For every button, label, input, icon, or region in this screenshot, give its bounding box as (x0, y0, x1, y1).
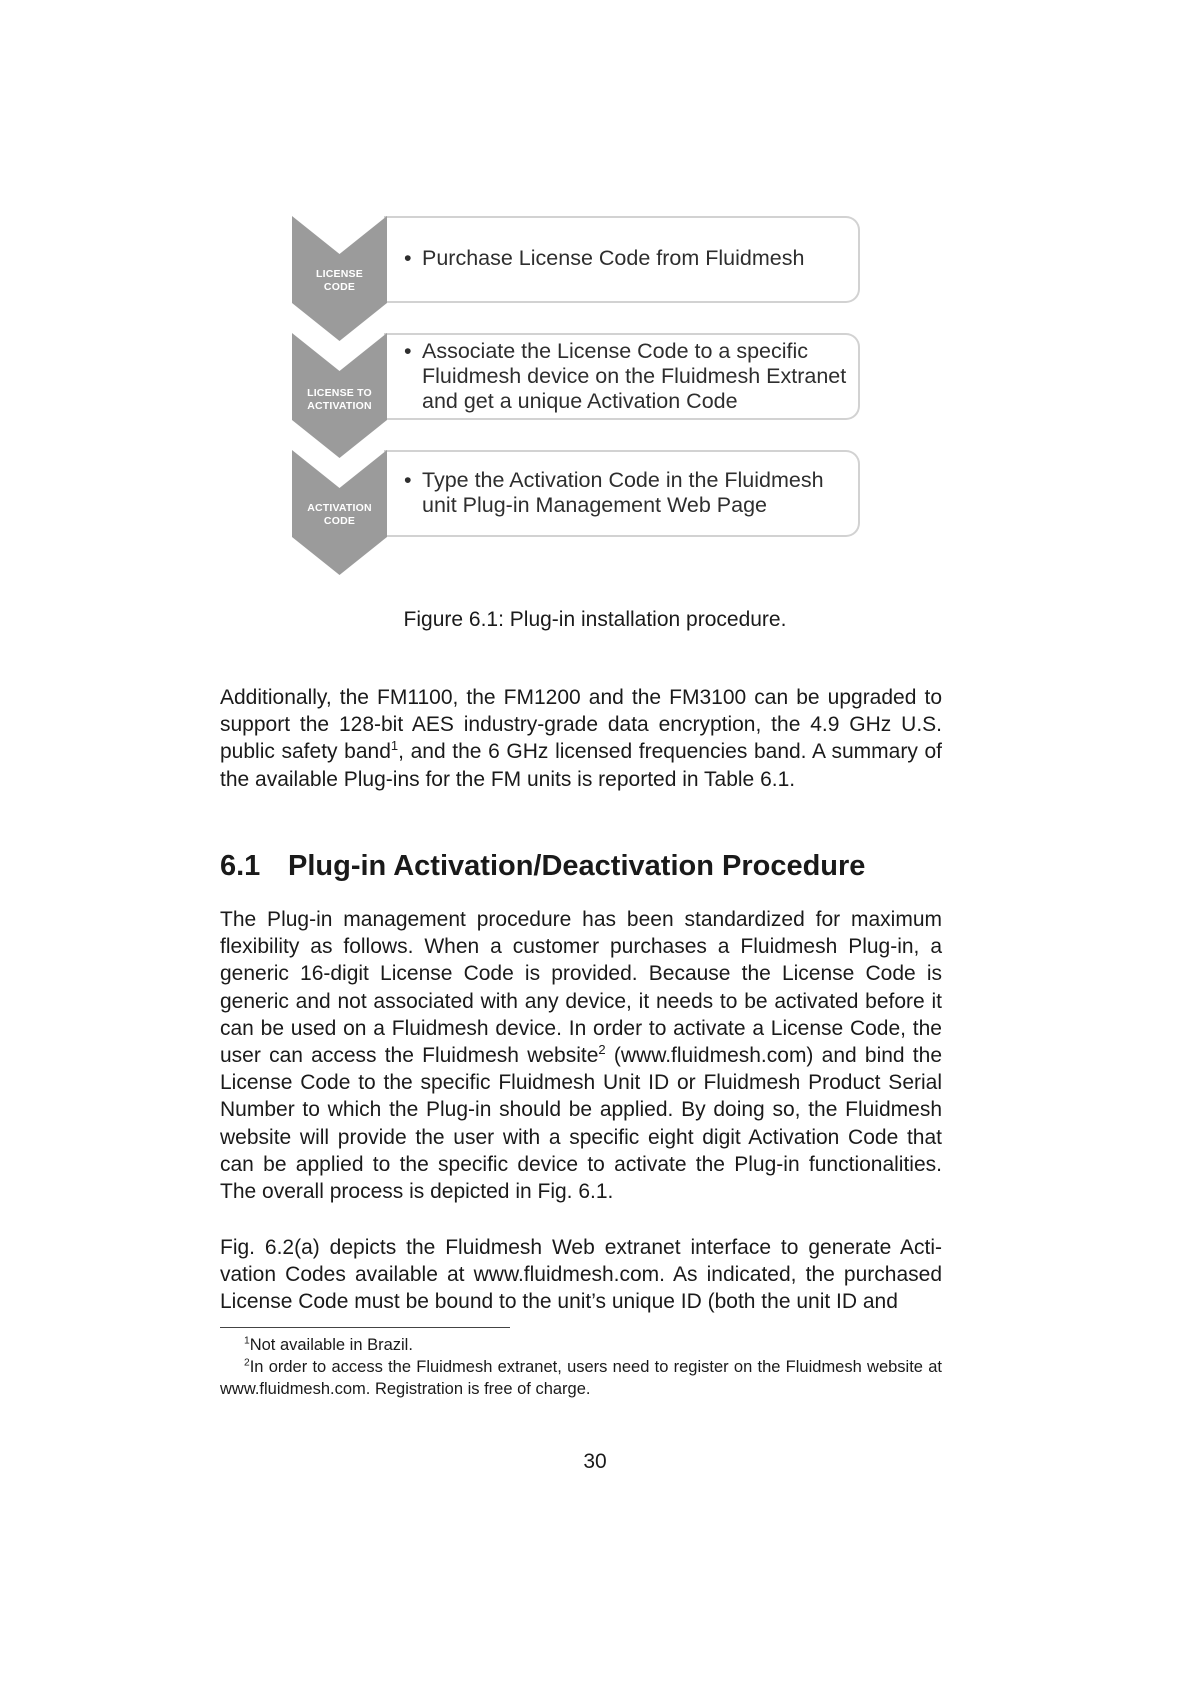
intro-text-2: , and the 6 GHz licensed frequencies band. A summary of the available Plug-ins for the FM units is reported in Table 6.1. (220, 740, 942, 791)
footnote-1-text: Not available in Brazil. (249, 1336, 413, 1354)
step-2-line-3: and get a unique Activation Code (422, 389, 738, 413)
section-heading (220, 850, 865, 883)
step-text-3 (404, 468, 824, 518)
footnotes (220, 1334, 942, 1400)
chevron-label-2b: ACTIVATION (307, 400, 372, 412)
step-2-line-1: Associate the License Code to a specific (422, 339, 809, 363)
bullet-icon: • (404, 339, 412, 363)
chevron-label-3b: CODE (323, 515, 356, 527)
step-text-1 (404, 246, 804, 271)
step-3-line-1: Type the Activation Code in the Fluidmesh (422, 468, 824, 492)
step-box-2 (384, 333, 860, 420)
intro-text-1: Additionally, the FM1100, the FM1200 and the FM3100 can be upgraded to support the 128-bit AES industry-grade data encryption, the 4.9 GHz U.S. public safety band (220, 686, 942, 764)
step-2-line-2: Fluidmesh device on the Fluidmesh Extranet (422, 364, 847, 388)
bullet-icon: • (404, 468, 412, 492)
body1-text-1: The Plug-in management procedure has been standardized for maximum flexibility as follows. When a customer purchases a Fluidmesh Plug-in, a generic 16-digit License Code is provided. Because the License Code is generic and not associated with any device, it needs to be activated before it can be used on a Fluidmesh device. In order to activate a License Code, the user can access the Fluidmesh website (220, 908, 942, 1068)
chevron-license-code (292, 216, 387, 341)
chevron-label-3a: ACTIVATION (307, 502, 372, 514)
body-paragraph-2: Fig. 6.2(a) depicts the Fluidmesh Web extranet interface to generate Activation Codes available at www.fluidmesh.com. As indicated, the purchased License Code must be bound to the unit’s unique ID (both the unit ID and (220, 1236, 942, 1314)
footnote-mark-1: 1 (390, 738, 399, 754)
chevron-label-1a: LICENSE (316, 268, 363, 280)
step-3-line-2: unit Plug-in Management Web Page (422, 493, 768, 517)
intro-paragraph (220, 684, 942, 793)
footnote-2-mark: 2 (244, 1357, 250, 1369)
footnote-2 (220, 1356, 942, 1400)
section-number: 6.1 (220, 850, 261, 882)
body1-text-2: (www.fluidmesh.com) and bind the License Code to the specific Fluidmesh Unit ID or Fluidmesh Product Serial Number to which the Plug-in should be applied. By doing so, the Fluidmesh website will provide the user with a specific eight digit Activation Code that can be applied to the specific device to activate the Plug-in functionalities. The overall process is depicted in Fig. 6.1. (220, 1044, 943, 1204)
step-1-line-1: Purchase License Code from Fluidmesh (422, 246, 805, 270)
body-paragraph-1 (220, 906, 942, 1205)
figure-caption: Figure 6.1: Plug-in installation procedure. (403, 608, 787, 631)
section-title: Plug-in Activation/Deactivation Procedure (288, 850, 866, 882)
page-number: 30 (583, 1450, 607, 1473)
step-box-3 (384, 450, 860, 537)
chevron-activation-code (292, 450, 387, 575)
chevron-label-2a: LICENSE TO (307, 387, 372, 399)
footnote-mark-2: 2 (598, 1042, 606, 1058)
footnote-2-text: In order to access the Fluidmesh extranet, users need to register on the Fluidmesh website at www.fluidmesh.com. Registration is free of charge. (220, 1358, 942, 1398)
figure-plugin-procedure (292, 216, 862, 581)
step-box-1 (384, 216, 860, 303)
footnote-1-mark: 1 (244, 1335, 250, 1347)
step-text-2 (404, 339, 846, 414)
footnote-1 (220, 1334, 942, 1356)
bullet-icon: • (404, 246, 412, 270)
chevron-license-to-activation (292, 333, 387, 458)
footnote-rule (220, 1327, 510, 1328)
chevron-label-1b: CODE (323, 281, 356, 293)
